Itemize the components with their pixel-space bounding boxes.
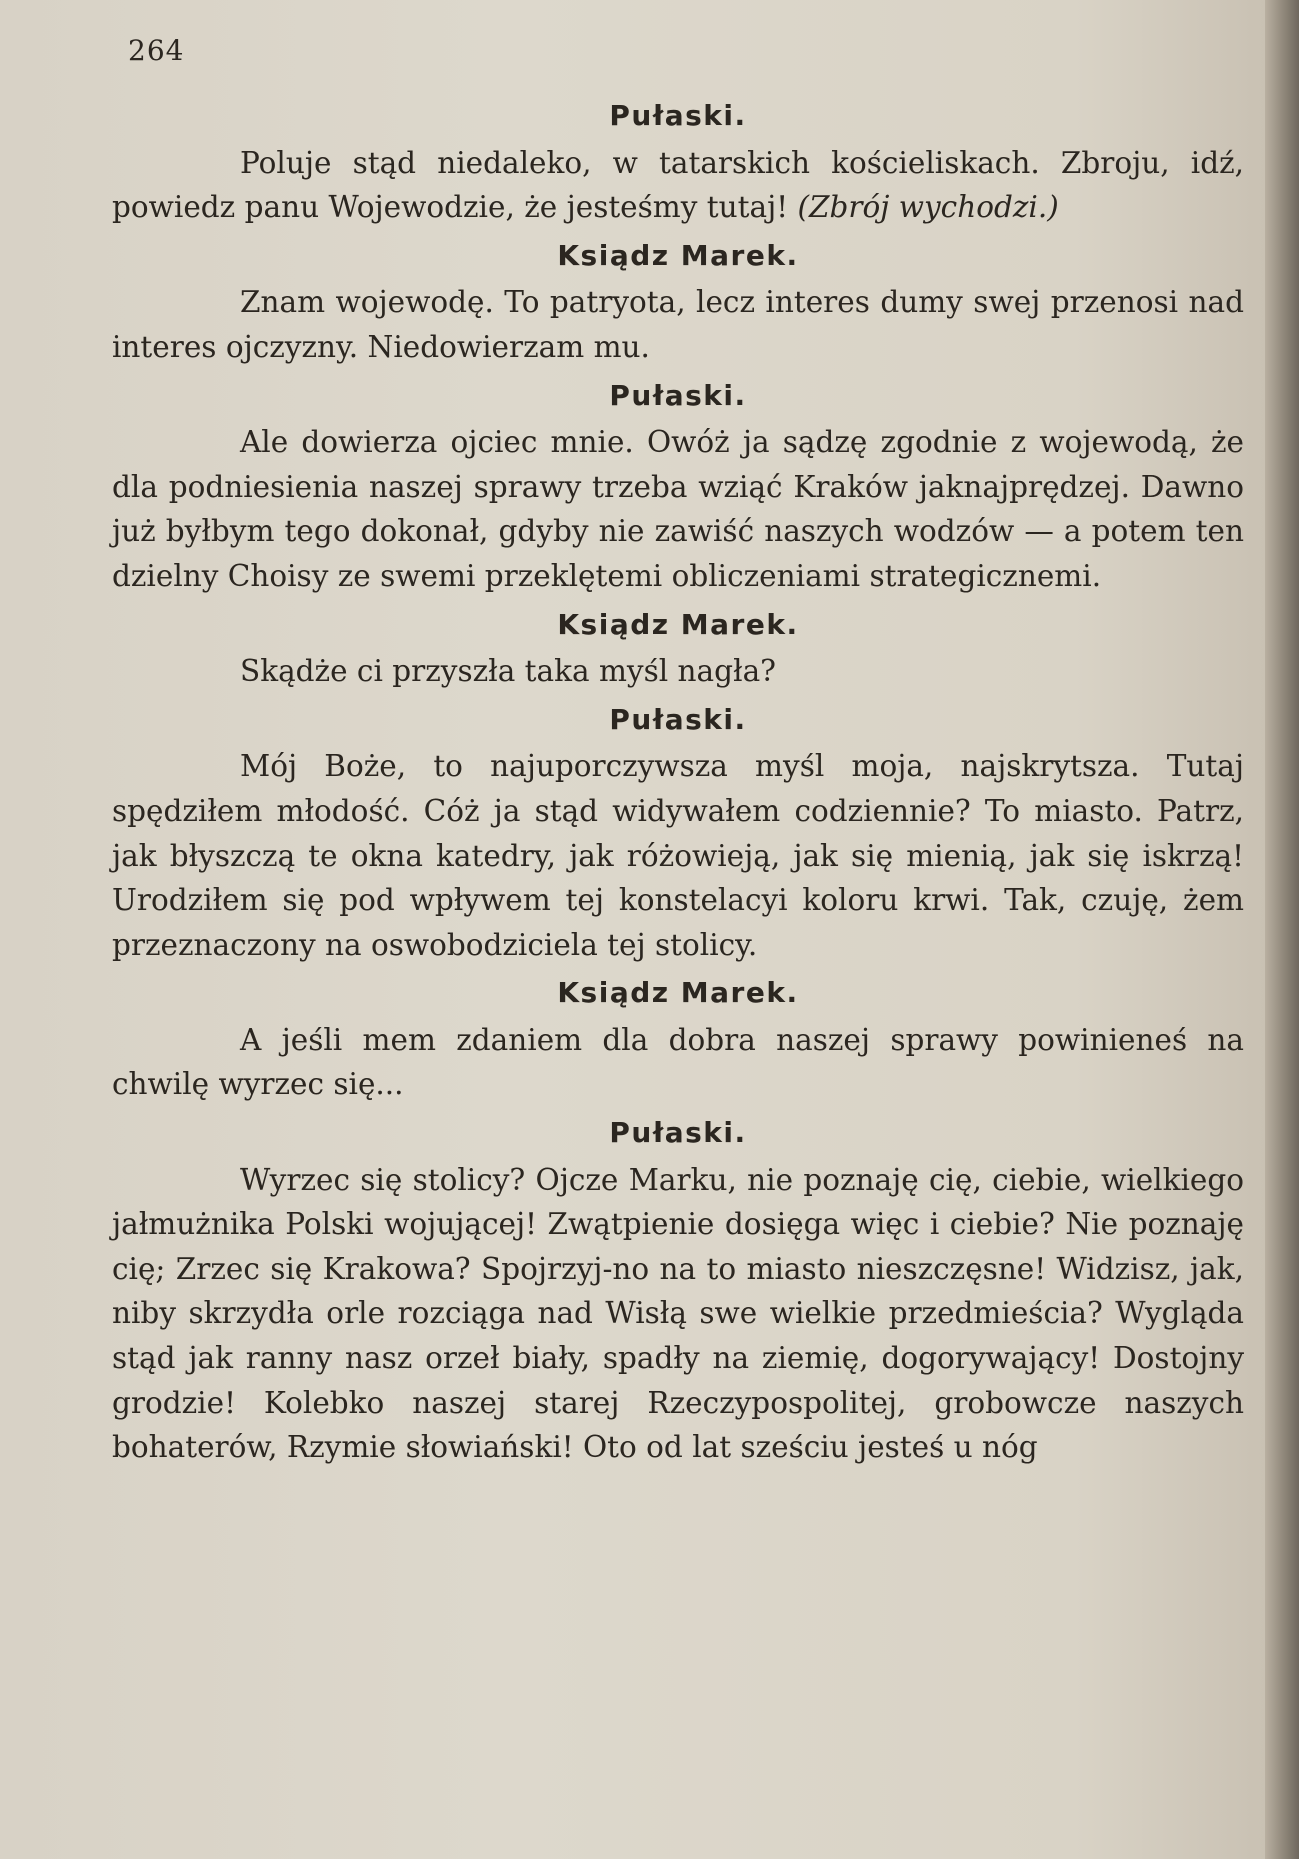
dialogue-paragraph: Znam wojewodę. To patryota, lecz interes dumy swej przenosi nad interes ojczyzny. Niedowierzam mu. [112, 285, 1244, 364]
speaker-name: Ksiądz Marek. [557, 976, 799, 1010]
dialogue-paragraph: Ale dowierza ojciec mnie. Owóż ja sądzę zgodnie z wojewodą, że dla podniesienia naszej sprawy trzeba wziąć Kraków jaknajprędzej. Dawno już byłbym tego dokonał, gdyby nie zawiść naszych wodzów — a potem ten dzielny Choisy ze swemi przeklętemi obliczeniami strategicznemi. [112, 425, 1244, 593]
stage-direction: (Zbrój wychodzi.) [797, 190, 1059, 225]
speaker-name: Pułaski. [609, 99, 747, 132]
speaker-name: Ksiądz Marek. [557, 607, 799, 641]
dialogue-paragraph: A jeśli mem zdaniem dla dobra naszej sprawy powinieneś na chwilę wyrzec się... [112, 1022, 1244, 1102]
book-page-edge [1265, 0, 1299, 1859]
dialogue-text: Poluje stąd niedaleko, w tatarskich kościeliskach. Zbroju, idź, powiedz panu Wojewodzie, że jesteśmy tutaj! [112, 145, 1244, 225]
speaker-name: Pułaski. [609, 702, 747, 736]
speaker-name: Ksiądz Marek. [557, 238, 799, 272]
speaker-name: Pułaski. [609, 1116, 747, 1150]
speaker-name: Pułaski. [609, 378, 747, 412]
dialogue-paragraph [112, 141, 1244, 230]
dialogue-paragraph: Skądże ci przyszła taka myśl nagła? [240, 654, 776, 689]
play-text [112, 92, 1244, 1474]
page-number: 264 [128, 34, 185, 67]
dialogue-paragraph: Mój Boże, to najuporczywsza myśl moja, najskrytsza. Tutaj spędziłem młodość. Cóż ja stąd widywałem codziennie? To miasto. Patrz, jak błyszczą te okna katedry, jak różowieją, jak się mienią, jak się iskrzą! Urodziłem się pod wpływem tej konstelacyi koloru krwi. Tak, czuję, żem przeznaczony na oswobodziciela tej stolicy. [112, 749, 1244, 962]
dialogue-paragraph: Wyrzec się stolicy? Ojcze Marku, nie poznaję cię, ciebie, wielkiego jałmużnika Polski wojującej! Zwątpienie dosięga więc i ciebie? Nie poznaję cię; Zrzec się Krakowa? Spojrzyj-no na to miasto nieszczęsne! Widzisz, jak, niby skrzydła orle rozciąga nad Wisłą swe wielkie przedmieścia? Wygląda stąd jak ranny nasz orzeł biały, spadły na ziemię, dogorywający! Dostojny grodzie! Kolebko naszej starej Rzeczypospolitej, grobowcze naszych bohaterów, Rzymie słowiański! Oto od lat sześciu jesteś u nóg [112, 1162, 1244, 1465]
